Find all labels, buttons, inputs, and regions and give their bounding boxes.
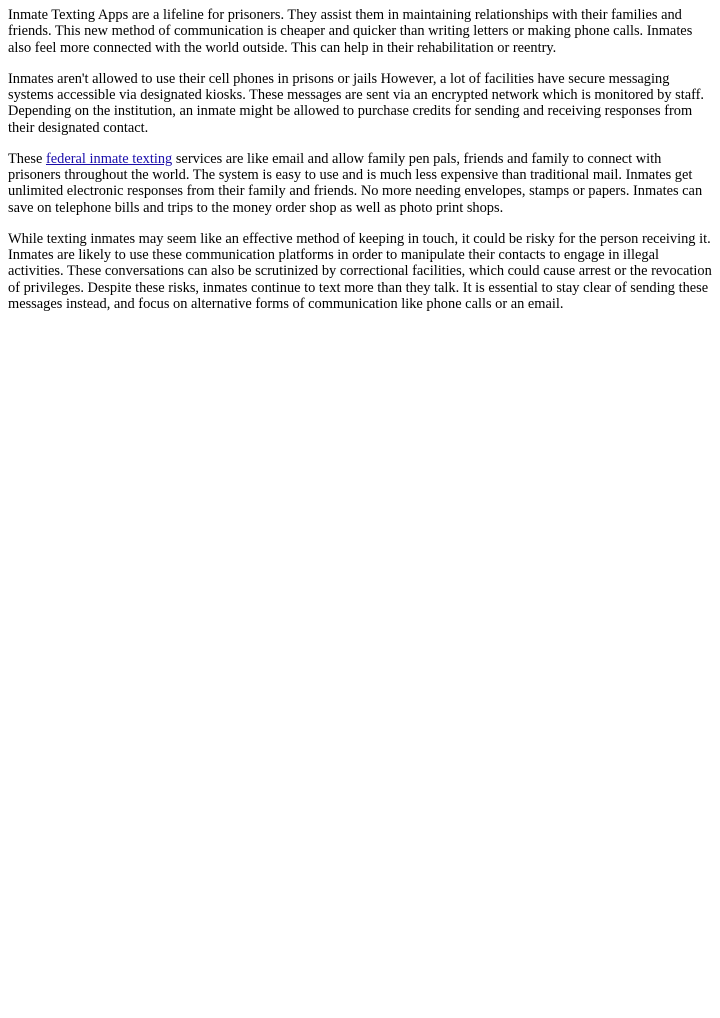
paragraph-texting-services-lead: These [8, 150, 46, 167]
paragraph-texting-services [8, 151, 712, 216]
paragraph-intro: Inmate Texting Apps are a lifeline for prisoners. They assist them in maintaining relationships with their families and friends. This new method of communication is cheaper and quicker than writing letters or making phone calls. Inmates also feel more connected with the world outside. This can help in their rehabilitation or reentry. [8, 7, 693, 56]
paragraph-risks: While texting inmates may seem like an effective method of keeping in touch, it could be risky for the person receiving it. Inmates are likely to use these communication platforms in order to manipulate their contacts to engage in illegal activities. These conversations can also be scrutinized by correctional facilities, which could cause arrest or the revocation of privileges. Despite these risks, inmates continue to text more than they talk. It is essential to stay clear of sending these messages instead, and focus on alternative forms of communication like phone calls or an email. [8, 230, 712, 312]
federal-inmate-texting-link[interactable]: federal inmate texting [45, 150, 173, 167]
article-body [8, 7, 712, 312]
paragraph-secure-messaging: Inmates aren't allowed to use their cell phones in prisons or jails However, a lot of facilities have secure messaging systems accessible via designated kiosks. These messages are sent via an encrypted network which is monitored by staff. Depending on the institution, an inmate might be allowed to purchase credits for sending and receiving responses from their designated contact. [8, 70, 705, 136]
paragraph-texting-services-rest: services are like email and allow family pen pals, friends and family to connect with prisoners throughout the world. The system is easy to use and is much less expensive than traditional mail. Inmates get unlimited electronic responses from their family and friends. No more needing envelopes, stamps or papers. Inmates can save on telephone bills and trips to the money order shop as well as photo print shops. [8, 150, 703, 216]
